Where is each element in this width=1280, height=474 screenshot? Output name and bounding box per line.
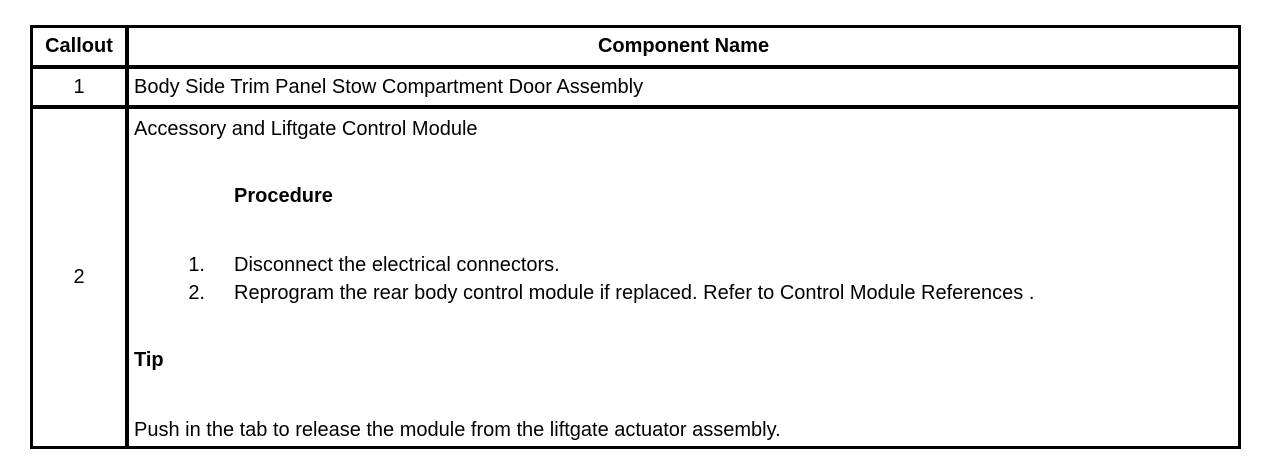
callout-cell: 1 [33,69,129,105]
component-name-cell: Body Side Trim Panel Stow Compartment Door Assembly [134,75,644,98]
tip-text: Push in the tab to release the module from the liftgate actuator assembly. [134,419,781,441]
component-name-column-header: Component Name [597,35,770,57]
procedure-heading: Procedure [234,185,333,207]
callout-cell: 2 [33,109,129,446]
step-number: 1. [188,254,205,276]
step-text: Reprogram the rear body control module if replaced. Refer to Control Module References . [234,282,1035,304]
component-name-cell [129,109,1238,446]
callout-column-header: Callout [33,28,129,65]
component-table [30,25,1241,449]
component-name-text: Accessory and Liftgate Control Module [134,118,478,140]
tip-heading: Tip [134,349,164,371]
table-row [33,109,1238,446]
step-text: Disconnect the electrical connectors. [234,254,560,276]
table-row [33,69,1238,109]
step-number: 2. [188,282,205,304]
table-header-row [33,28,1238,69]
